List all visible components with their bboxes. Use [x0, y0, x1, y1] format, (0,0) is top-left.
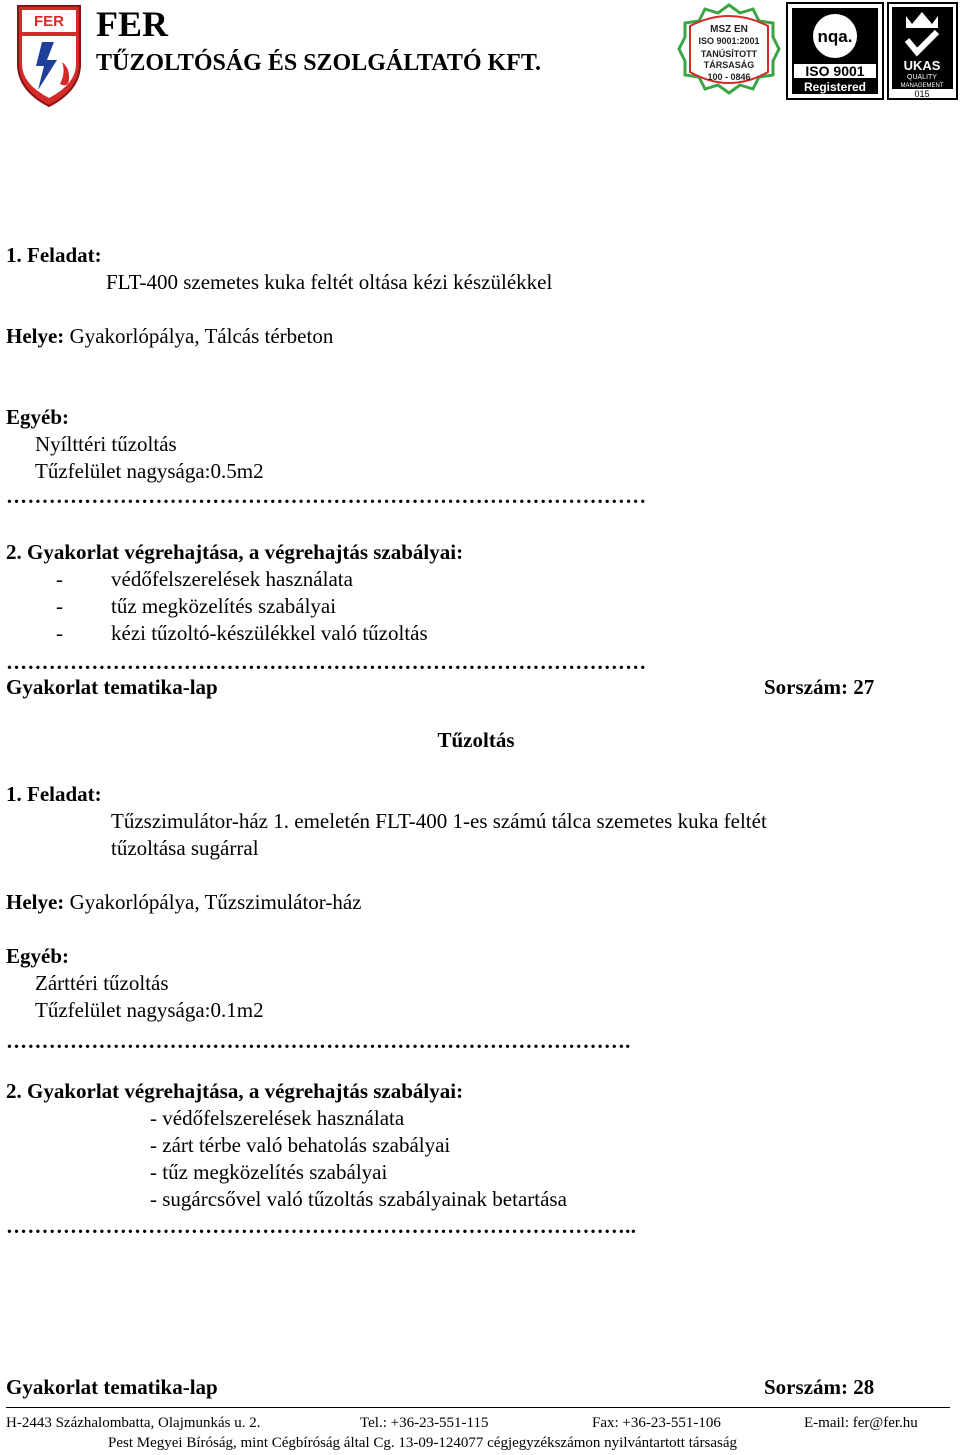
location-line [6, 323, 333, 349]
task-description-line-1: Tűzszimulátor-ház 1. emeletén FLT-400 1-es számú tálca szemetes kuka feltét [111, 809, 767, 833]
footer-fax: Fax: +36-23-551-106 [592, 1415, 721, 1431]
rule-item: - védőfelszerelések használata [150, 1106, 405, 1130]
other-line-1: Zárttéri tűzoltás [35, 971, 169, 995]
svg-text:ISO 9001:2001: ISO 9001:2001 [698, 36, 760, 46]
svg-text:MSZ EN: MSZ EN [710, 24, 748, 35]
location-value: Gyakorlópálya, Tálcás térbeton [64, 324, 334, 348]
task-description-line-2: tűzoltása sugárral [111, 836, 259, 860]
other-line-2: Tűzfelület nagysága:0.5m2 [35, 459, 264, 483]
sheet-title: Gyakorlat tematika-lap [6, 1375, 218, 1399]
footer-registry: Pest Megyei Bíróság, mint Cégbíróság által Cg. 13-09-124077 cégjegyzékszámon nyilvántartott társaság [108, 1435, 738, 1451]
execution-heading: 2. Gyakorlat végrehajtása, a végrehajtás szabályai: [6, 540, 464, 564]
other-label: Egyéb: [6, 944, 69, 968]
fer-fire-department-logo [14, 2, 84, 110]
location-label: Helye: [6, 324, 65, 348]
other-line-1: Nyílttéri tűzoltás [35, 432, 177, 456]
svg-text:FER: FER [34, 13, 64, 30]
dotted-separator: ……………………………………………………………………………… [6, 652, 647, 672]
footer-divider [6, 1407, 950, 1408]
execution-heading: 2. Gyakorlat végrehajtása, a végrehajtás szabályai: [6, 1079, 464, 1103]
location-value: Gyakorlópálya, Tűzszimulátor-ház [64, 890, 362, 914]
dotted-separator: ……………………………………………………………………………… [6, 486, 647, 506]
svg-text:QUALITY: QUALITY [907, 74, 937, 81]
rule-item: kézi tűzoltó-készülékkel való tűzoltás [111, 621, 428, 645]
msz-en-iso-certification-seal [676, 2, 782, 102]
svg-text:nqa.: nqa. [817, 27, 853, 46]
rule-item: védőfelszerelések használata [111, 567, 353, 591]
svg-text:MANAGEMENT: MANAGEMENT [900, 83, 944, 89]
location-label: Helye: [6, 890, 65, 914]
svg-text:TÁRSASÁG: TÁRSASÁG [703, 60, 755, 70]
dotted-separator: …………………………………………………………………………….. [6, 1216, 637, 1236]
task-description: FLT-400 szemetes kuka feltét oltása kézi készülékkel [106, 270, 553, 294]
footer-phone: Tel.: +36-23-551-115 [360, 1415, 489, 1431]
rule-dash: - [56, 621, 63, 645]
svg-text:015: 015 [914, 89, 930, 99]
svg-text:UKAS: UKAS [903, 58, 941, 73]
rule-item: tűz megközelítés szabályai [111, 594, 337, 618]
rule-dash: - [56, 567, 63, 591]
rule-dash: - [56, 594, 63, 618]
footer-address: H-2443 Százhalombatta, Olajmunkás u. 2. [6, 1415, 261, 1431]
rule-item: - zárt térbe való behatolás szabályai [150, 1133, 451, 1157]
sheet-title: Gyakorlat tematika-lap [6, 675, 218, 699]
task-heading: 1. Feladat: [6, 243, 102, 267]
other-line-2: Tűzfelület nagysága:0.1m2 [35, 998, 264, 1022]
sheet-number: Sorszám: 28 [764, 1375, 875, 1399]
svg-text:Registered: Registered [803, 80, 867, 94]
svg-text:TANÚSÍTOTT: TANÚSÍTOTT [700, 49, 758, 59]
location-line [6, 889, 361, 915]
task-heading: 1. Feladat: [6, 782, 102, 806]
dotted-separator: ……………………………………………………………………………. [6, 1031, 631, 1051]
other-label: Egyéb: [6, 405, 69, 429]
nqa-ukas-certification-badges [786, 2, 958, 100]
svg-text:100 - 0846: 100 - 0846 [707, 72, 751, 82]
rule-item: - sugárcsővel való tűzoltás szabályainak betartása [150, 1187, 567, 1211]
footer-email: E-mail: fer@fer.hu [804, 1415, 918, 1431]
sheet-number: Sorszám: 27 [764, 675, 875, 699]
rule-item: - tűz megközelítés szabályai [150, 1160, 388, 1184]
company-name: TŰZOLTÓSÁG ÉS SZOLGÁLTATÓ KFT. [96, 50, 542, 76]
svg-text:ISO 9001: ISO 9001 [805, 63, 865, 79]
brand-name: FER [96, 4, 168, 44]
sheet-subject: Tűzoltás [437, 728, 515, 752]
